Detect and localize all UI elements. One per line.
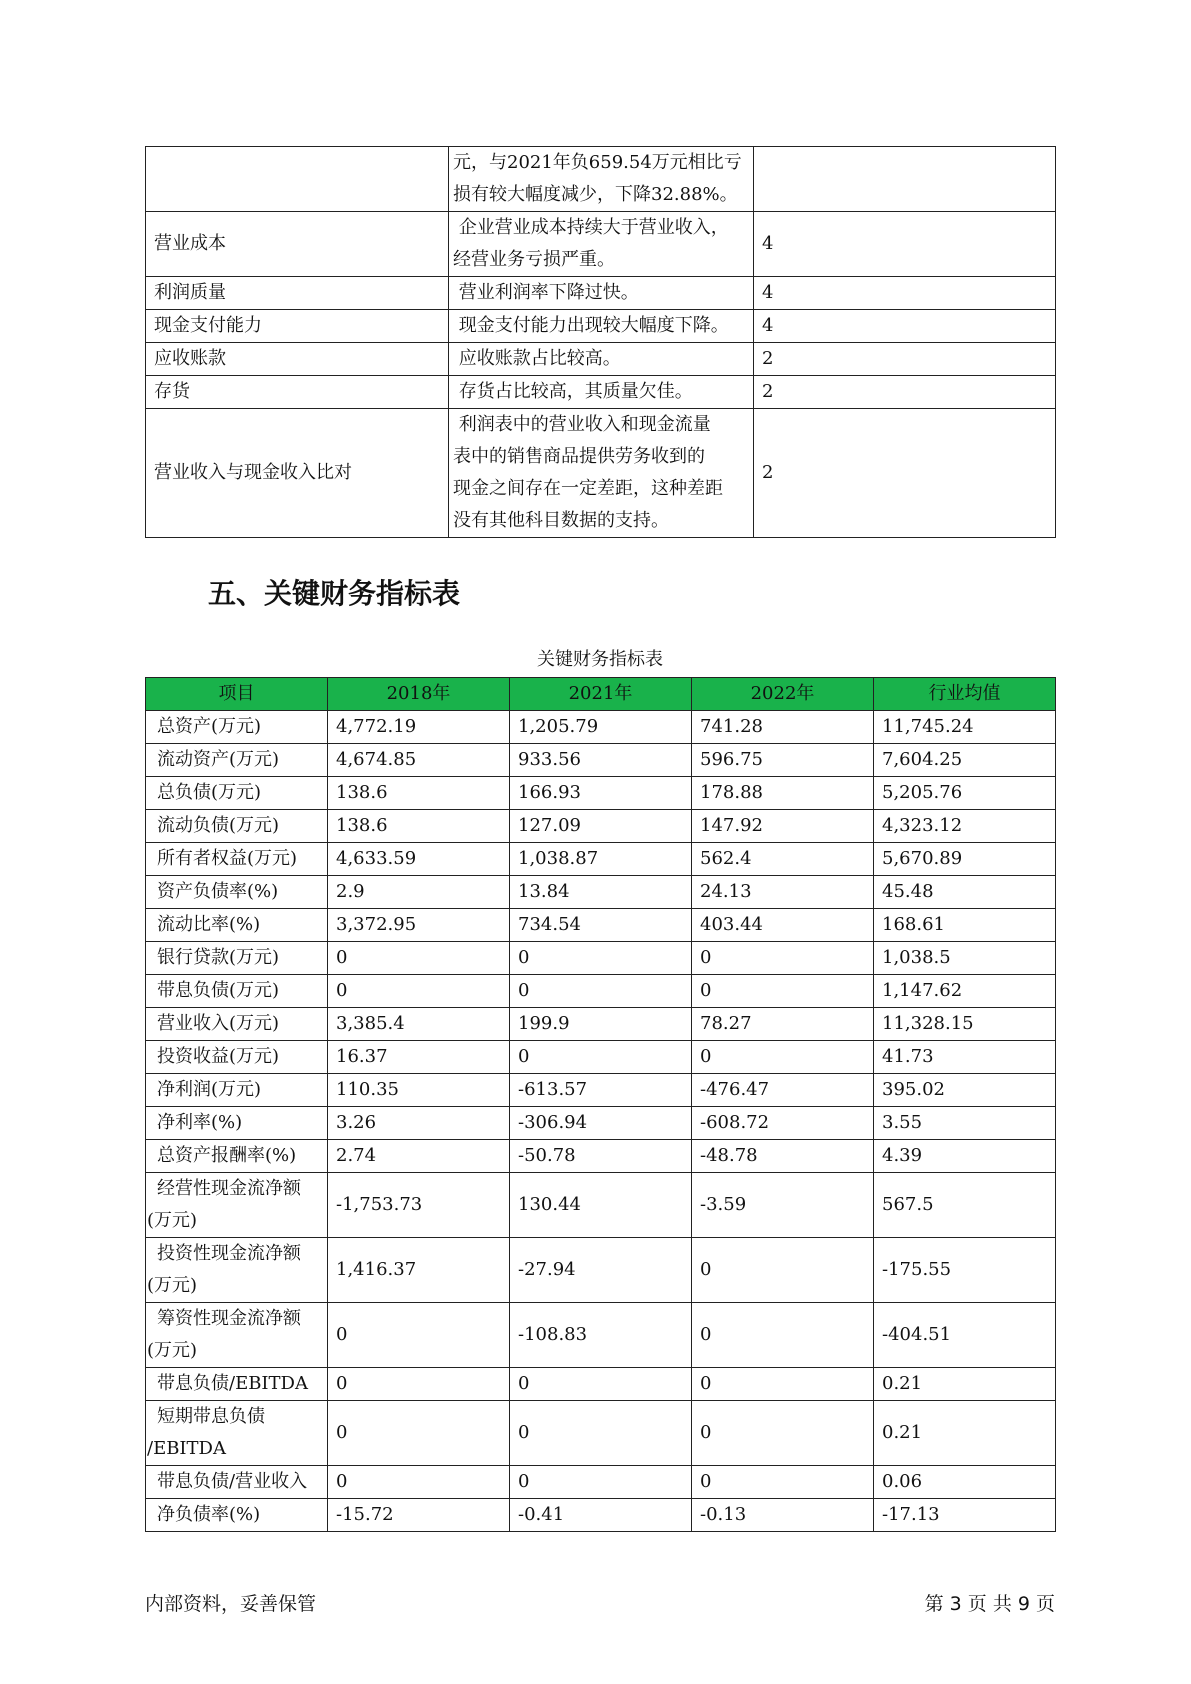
risk-item: 存货 <box>146 376 449 409</box>
risk-description-line: 损有较大幅度减少，下降32.88%。 <box>453 184 738 205</box>
column-header: 2018年 <box>328 678 510 711</box>
indicator-label-line: 净利率(%) <box>157 1112 243 1133</box>
indicator-label-line: 投资收益(万元) <box>157 1046 280 1067</box>
table-row <box>146 1368 1056 1401</box>
table-row <box>146 1238 1056 1303</box>
risk-description <box>449 212 754 277</box>
indicator-value: 567.5 <box>874 1173 1056 1238</box>
indicator-value: 4,323.12 <box>874 810 1056 843</box>
risk-row <box>146 376 1056 409</box>
indicator-label <box>146 1107 328 1140</box>
risk-item: 营业成本 <box>146 212 449 277</box>
indicator-value: 3,372.95 <box>328 909 510 942</box>
indicator-value: 0 <box>692 942 874 975</box>
risk-description-line: 现金支付能力出现较大幅度下降。 <box>453 315 729 336</box>
risk-row <box>146 409 1056 538</box>
indicator-value: 166.93 <box>510 777 692 810</box>
risk-description-line: 没有其他科目数据的支持。 <box>453 510 669 531</box>
indicator-value: -0.13 <box>692 1499 874 1532</box>
indicator-value: 5,670.89 <box>874 843 1056 876</box>
indicator-value: -48.78 <box>692 1140 874 1173</box>
indicator-value: 24.13 <box>692 876 874 909</box>
indicator-label <box>146 810 328 843</box>
indicator-value: 4.39 <box>874 1140 1056 1173</box>
indicator-value: 1,416.37 <box>328 1238 510 1303</box>
indicator-value: 741.28 <box>692 711 874 744</box>
indicator-value: 3.26 <box>328 1107 510 1140</box>
indicator-value: -476.47 <box>692 1074 874 1107</box>
indicator-value: -1,753.73 <box>328 1173 510 1238</box>
table-row <box>146 711 1056 744</box>
table-row <box>146 1107 1056 1140</box>
indicator-value: 0 <box>328 1401 510 1466</box>
column-header: 行业均值 <box>874 678 1056 711</box>
indicator-value: 933.56 <box>510 744 692 777</box>
risk-row <box>146 310 1056 343</box>
indicator-value: 0.21 <box>874 1368 1056 1401</box>
indicator-label-line: /EBITDA <box>147 1438 226 1459</box>
indicator-label-line: 筹资性现金流净额 <box>157 1308 301 1329</box>
column-header: 2021年 <box>510 678 692 711</box>
risk-description <box>449 343 754 376</box>
table-row <box>146 843 1056 876</box>
indicator-value: 0 <box>328 1368 510 1401</box>
table-row <box>146 1401 1056 1466</box>
indicator-value: 0 <box>328 975 510 1008</box>
risk-assessment-table <box>145 146 1056 538</box>
risk-description-line: 现金之间存在一定差距，这种差距 <box>453 478 723 499</box>
risk-item: 营业收入与现金收入比对 <box>146 409 449 538</box>
indicator-label-line: 流动资产(万元) <box>157 749 280 770</box>
footer-page-number: 第 3 页 共 9 页 <box>924 1593 1055 1615</box>
indicator-label <box>146 777 328 810</box>
indicator-value: 0 <box>692 1238 874 1303</box>
indicator-value: 0.21 <box>874 1401 1056 1466</box>
risk-description-line: 应收账款占比较高。 <box>453 348 621 369</box>
indicator-value: -404.51 <box>874 1303 1056 1368</box>
risk-score: 2 <box>754 376 1056 409</box>
indicator-label-line: 带息负债/营业收入 <box>157 1471 308 1492</box>
indicator-label <box>146 1238 328 1303</box>
indicator-value: 0 <box>510 1401 692 1466</box>
risk-description-line: 企业营业成本持续大于营业收入， <box>453 217 729 238</box>
indicator-value: 0 <box>692 1466 874 1499</box>
indicator-label <box>146 1041 328 1074</box>
indicator-value: 0 <box>510 1466 692 1499</box>
indicator-value: 734.54 <box>510 909 692 942</box>
indicator-label-line: 净负债率(%) <box>157 1504 261 1525</box>
indicator-value: 0 <box>692 975 874 1008</box>
risk-row <box>146 343 1056 376</box>
indicator-value: 16.37 <box>328 1041 510 1074</box>
indicator-label <box>146 1303 328 1368</box>
table-row <box>146 1140 1056 1173</box>
indicator-value: 199.9 <box>510 1008 692 1041</box>
risk-score: 4 <box>754 212 1056 277</box>
indicator-value: 1,205.79 <box>510 711 692 744</box>
risk-row <box>146 147 1056 212</box>
column-header: 2022年 <box>692 678 874 711</box>
column-header: 项目 <box>146 678 328 711</box>
indicator-value: 147.92 <box>692 810 874 843</box>
indicator-label-line: (万元) <box>147 1275 198 1296</box>
indicator-label <box>146 909 328 942</box>
indicator-value: -15.72 <box>328 1499 510 1532</box>
risk-description <box>449 147 754 212</box>
key-financial-indicators-table <box>145 677 1056 1532</box>
indicator-value: 2.9 <box>328 876 510 909</box>
table-row <box>146 1499 1056 1532</box>
indicator-value: 0 <box>692 1041 874 1074</box>
indicator-label-line: 总资产报酬率(%) <box>157 1145 297 1166</box>
indicator-label <box>146 1499 328 1532</box>
indicator-value: 596.75 <box>692 744 874 777</box>
indicator-label <box>146 744 328 777</box>
indicator-value: 1,038.5 <box>874 942 1056 975</box>
table-caption: 关键财务指标表 <box>537 649 663 670</box>
table-row <box>146 876 1056 909</box>
indicator-value: -306.94 <box>510 1107 692 1140</box>
risk-item <box>146 147 449 212</box>
indicator-value: 110.35 <box>328 1074 510 1107</box>
indicator-label-line: 投资性现金流净额 <box>157 1243 301 1264</box>
risk-score: 2 <box>754 343 1056 376</box>
indicator-value: 138.6 <box>328 777 510 810</box>
indicator-value: 395.02 <box>874 1074 1056 1107</box>
indicator-value: 0 <box>328 942 510 975</box>
footer-confidential-note: 内部资料，妥善保管 <box>145 1593 317 1615</box>
indicator-label <box>146 711 328 744</box>
risk-description-line: 经营业务亏损严重。 <box>453 249 615 270</box>
indicator-value: 127.09 <box>510 810 692 843</box>
indicator-value: 5,205.76 <box>874 777 1056 810</box>
indicator-value: 3,385.4 <box>328 1008 510 1041</box>
risk-description <box>449 310 754 343</box>
indicator-value: 41.73 <box>874 1041 1056 1074</box>
indicator-value: 0 <box>328 1466 510 1499</box>
indicator-label <box>146 1368 328 1401</box>
indicator-value: -17.13 <box>874 1499 1056 1532</box>
risk-item: 应收账款 <box>146 343 449 376</box>
table-row <box>146 942 1056 975</box>
risk-description <box>449 277 754 310</box>
indicator-value: 4,674.85 <box>328 744 510 777</box>
indicator-value: -108.83 <box>510 1303 692 1368</box>
indicator-value: -27.94 <box>510 1238 692 1303</box>
indicator-value: -608.72 <box>692 1107 874 1140</box>
indicator-value: -50.78 <box>510 1140 692 1173</box>
indicator-value: 0 <box>510 942 692 975</box>
table-row <box>146 777 1056 810</box>
indicator-value: 0 <box>692 1368 874 1401</box>
risk-description-line: 表中的销售商品提供劳务收到的 <box>453 446 705 467</box>
indicator-value: 7,604.25 <box>874 744 1056 777</box>
table-row <box>146 810 1056 843</box>
indicator-label-line: 流动负债(万元) <box>157 815 280 836</box>
risk-item: 利润质量 <box>146 277 449 310</box>
indicator-label-line: 短期带息负债 <box>157 1406 265 1427</box>
risk-description <box>449 409 754 538</box>
table-row <box>146 975 1056 1008</box>
table-row <box>146 1303 1056 1368</box>
indicator-label-line: 营业收入(万元) <box>157 1013 280 1034</box>
indicator-value: 0.06 <box>874 1466 1056 1499</box>
indicator-value: 0 <box>692 1303 874 1368</box>
indicator-value: 562.4 <box>692 843 874 876</box>
indicator-value: 1,038.87 <box>510 843 692 876</box>
indicator-value: 0 <box>692 1401 874 1466</box>
indicator-label <box>146 942 328 975</box>
section-title: 五、关键财务指标表 <box>208 577 461 610</box>
risk-row <box>146 212 1056 277</box>
table-row <box>146 1173 1056 1238</box>
indicator-label <box>146 1074 328 1107</box>
table-row <box>146 909 1056 942</box>
indicator-label-line: 带息负债/EBITDA <box>157 1373 308 1394</box>
indicator-value: -175.55 <box>874 1238 1056 1303</box>
risk-description-line: 元，与2021年负659.54万元相比亏 <box>453 152 742 173</box>
indicator-label <box>146 1008 328 1041</box>
indicator-label <box>146 975 328 1008</box>
indicator-value: -3.59 <box>692 1173 874 1238</box>
indicator-label-line: 总负债(万元) <box>157 782 262 803</box>
indicator-value: 0 <box>510 975 692 1008</box>
indicator-value: 2.74 <box>328 1140 510 1173</box>
indicator-label-line: (万元) <box>147 1210 198 1231</box>
risk-score <box>754 147 1056 212</box>
indicator-label-line: 资产负债率(%) <box>157 881 279 902</box>
indicator-label <box>146 876 328 909</box>
indicator-value: 13.84 <box>510 876 692 909</box>
risk-description <box>449 376 754 409</box>
indicator-value: 0 <box>510 1368 692 1401</box>
indicator-label <box>146 1466 328 1499</box>
indicator-value: 11,745.24 <box>874 711 1056 744</box>
indicator-value: 11,328.15 <box>874 1008 1056 1041</box>
table-row <box>146 744 1056 777</box>
table-row <box>146 1466 1056 1499</box>
risk-item: 现金支付能力 <box>146 310 449 343</box>
indicator-label-line: 净利润(万元) <box>157 1079 262 1100</box>
indicator-label-line: 所有者权益(万元) <box>157 848 298 869</box>
indicator-label <box>146 843 328 876</box>
indicator-value: 45.48 <box>874 876 1056 909</box>
indicator-value: 1,147.62 <box>874 975 1056 1008</box>
table-header-row <box>146 678 1056 711</box>
indicator-label <box>146 1173 328 1238</box>
risk-row <box>146 277 1056 310</box>
risk-description-line: 利润表中的营业收入和现金流量 <box>453 414 711 435</box>
indicator-label <box>146 1401 328 1466</box>
indicator-value: 0 <box>328 1303 510 1368</box>
indicator-label <box>146 1140 328 1173</box>
indicator-label-line: (万元) <box>147 1340 198 1361</box>
table-row <box>146 1008 1056 1041</box>
indicator-label-line: 流动比率(%) <box>157 914 261 935</box>
indicator-value: -0.41 <box>510 1499 692 1532</box>
indicator-value: 4,633.59 <box>328 843 510 876</box>
indicator-value: 138.6 <box>328 810 510 843</box>
risk-description-line: 存货占比较高，其质量欠佳。 <box>453 381 693 402</box>
risk-description-line: 营业利润率下降过快。 <box>453 282 639 303</box>
table-row <box>146 1041 1056 1074</box>
indicator-value: 0 <box>510 1041 692 1074</box>
indicator-value: 3.55 <box>874 1107 1056 1140</box>
indicator-value: -613.57 <box>510 1074 692 1107</box>
risk-score: 2 <box>754 409 1056 538</box>
indicator-label-line: 带息负债(万元) <box>157 980 280 1001</box>
table-row <box>146 1074 1056 1107</box>
indicator-value: 78.27 <box>692 1008 874 1041</box>
risk-score: 4 <box>754 277 1056 310</box>
indicator-value: 130.44 <box>510 1173 692 1238</box>
indicator-value: 4,772.19 <box>328 711 510 744</box>
indicator-label-line: 银行贷款(万元) <box>157 947 280 968</box>
indicator-value: 178.88 <box>692 777 874 810</box>
indicator-label-line: 总资产(万元) <box>157 716 262 737</box>
risk-score: 4 <box>754 310 1056 343</box>
indicator-value: 403.44 <box>692 909 874 942</box>
indicator-label-line: 经营性现金流净额 <box>157 1178 301 1199</box>
indicator-value: 168.61 <box>874 909 1056 942</box>
